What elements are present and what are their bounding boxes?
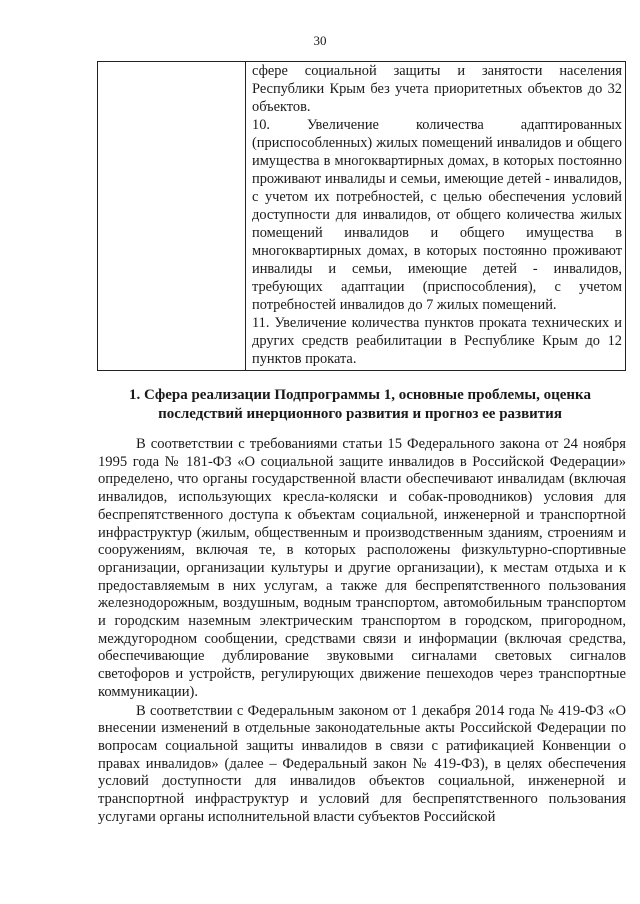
- table-continuation-text: сфере социальной защиты и занятости населения Республики Крым без учета приоритетных объектов до 32 объектов.: [252, 63, 622, 115]
- table-row: [98, 62, 626, 371]
- page-number: 30: [313, 33, 327, 48]
- paragraph-article-15: В соответствии с требованиями статьи 15 Федерального закона от 24 ноября 1995 года № 181-ФЗ «О социальной защите инвалидов в Российской Федерации» определено, что органы государственной власти обеспечивают инвалидам (включая инвалидов, использующих кресла-коляски и собак-проводников) условия для беспрепятственного доступа к объектам социальной, инженерной и транспортной инфраструктур (жилым, общественным и производственным зданиям, строениям и сооружениям, включая те, в которых расположены физкультурно-спортивные организации, организации культуры и другие организации), к местам отдыха и к предоставляемым в них услугам, а также для беспрепятственного пользования железнодорожным, воздушным, водным транспортом, автомобильным транспортом и городским наземным электрическим транспортом в городском, пригородном, междугородном сообщении, средствами связи и информации (включая средства, обеспечивающие дублирование звуковыми сигналами световых сигналов светофоров и устройств, регулирующих движение пешеходов через транспортные коммуникации).: [98, 436, 626, 700]
- section-heading: 1. Сфера реализации Подпрограммы 1, основные проблемы, оценка последствий инерционного развития и прогноз ее развития: [129, 387, 591, 422]
- body-text: [98, 436, 626, 826]
- paragraph-law-419: В соответствии с Федеральным законом от 1 декабря 2014 года № 419-ФЗ «О внесении изменений в отдельные законодательные акты Российской Федерации по вопросам социальной защиты инвалидов в связи с ратификацией Конвенции о правах инвалидов» (далее – Федеральный закон № 419-ФЗ), в целях обеспечения условий доступности для инвалидов объектов социальной, инженерной и транспортной инфраструктур и условий для беспрепятственного пользования услугами органы исполнительной власти субъектов Российской: [98, 702, 626, 825]
- table-content-cell: [246, 62, 626, 371]
- table-empty-cell: [98, 62, 246, 371]
- table-item-11: 11. Увеличение количества пунктов проката технических и других средств реабилитации в Республике Крым до 12 пунктов проката.: [252, 315, 622, 367]
- goals-table: [97, 61, 626, 371]
- table-item-10: 10. Увеличение количества адаптированных (приспособленных) жилых помещений инвалидов и общего имущества в многоквартирных домах, в которых постоянно проживают инвалиды и семьи, имеющие детей - инвалидов, с учетом их потребностей, с целью обеспечения условий доступности для инвалидов, от общего количества жилых помещений инвалидов и общего имущества в многоквартирных домах, в которых постоянно проживают инвалиды и семьи, имеющие детей - инвалидов, требующих адаптации (приспособления), с учетом потребностей инвалидов до 7 жилых помещений.: [252, 117, 622, 313]
